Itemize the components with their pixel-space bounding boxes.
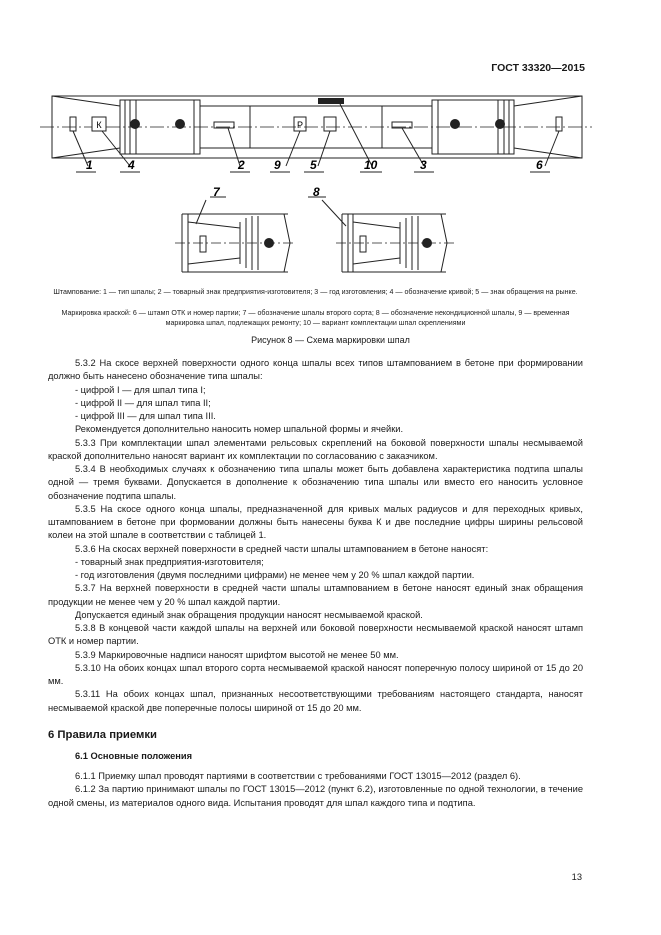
- paragraph: Рекомендуется дополнительно наносить номер шпальной формы и ячейки.: [75, 424, 404, 435]
- clause-6-1-text: [48, 770, 583, 810]
- document-header: ГОСТ 33320—2015: [491, 62, 585, 74]
- list-item: - цифрой I — для шпал типа I;: [75, 384, 206, 395]
- list-item: - цифрой II — для шпал типа II;: [75, 397, 211, 408]
- clause-5-3-text: [48, 357, 583, 715]
- mark-k: К: [96, 120, 102, 130]
- paragraph: 5.3.2 На скосе верхней поверхности одного конца шпалы всех типов штампованием в бетоне при формировании должно быть нанесено обозначение типа шпалы:: [48, 358, 583, 382]
- paragraph: 5.3.8 В концевой части каждой шпалы на верхней или боковой поверхности несмываемой краской наносят штамп ОТК и номер партии.: [48, 623, 583, 647]
- paragraph: 5.3.10 На обоих концах шпал второго сорта несмываемой краской наносят поперечную полосу шириной от 15 до 20 мм.: [48, 662, 583, 686]
- sleeper-end-second-grade: [175, 197, 296, 272]
- paragraph: 5.3.3 При комплектации шпал элементами рельсовых скреплений на боковой поверхности шпалы несмываемой краской дополнительно наносят вариант их комплектации по согласованию с заказчиком.: [48, 437, 583, 461]
- paragraph: 5.3.11 На обоих концах шпал, признанных несоответствующими требованиям настоящего стандарта, наносят несмываемой краской две поперечные полосы шириной от 15 до 20 мм.: [48, 689, 583, 713]
- mark-p: Р: [296, 120, 304, 130]
- label-5: 5: [310, 158, 317, 172]
- list-item: - товарный знак предприятия-изготовителя;: [75, 556, 264, 567]
- figure-caption: Рисунок 8 — Схема маркировки шпал: [251, 335, 410, 345]
- label-6: 6: [536, 158, 543, 172]
- section-title: 6 Правила приемки: [48, 729, 157, 741]
- label-7: 7: [213, 185, 220, 199]
- label-4: 4: [128, 158, 135, 172]
- paragraph: 5.3.9 Маркировочные надписи наносят шрифтом высотой не менее 50 мм.: [75, 649, 399, 660]
- sleeper-marking-diagram: [0, 0, 661, 300]
- paragraph: 6.1.2 За партию принимают шпалы по ГОСТ 13015—2012 (пункт 6.2), изготовленные по одной технологии, в течение одной смены, из материалов одного вида. Испытания проводят для шпал каждого типа и подтипа.: [48, 784, 583, 808]
- subsection-title: 6.1 Основные положения: [75, 751, 193, 761]
- label-1: 1: [86, 158, 93, 172]
- list-item: - цифрой III — для шпал типа III.: [75, 411, 216, 421]
- paragraph: 5.3.4 В необходимых случаях к обозначению типа шпалы может быть добавлена характеристика подтипа шпалы одной — тремя буквами. Допускается в дополнение к обозначению типа шпалы или вместо его наносить условное обозначение подтипа шпалы.: [48, 464, 583, 501]
- marking-band: [318, 98, 344, 104]
- page-number: 13: [571, 872, 582, 882]
- label-10: 10: [364, 158, 378, 172]
- paragraph: 6.1.1 Приемку шпал проводят партиями в соответствии с требованиями ГОСТ 13015—2012 (раздел 6).: [75, 771, 521, 781]
- paragraph: 5.3.7 На верхней поверхности в средней части шпалы штампованием в бетоне наносят единый знак обращения продукции не менее чем у 20 % шпал каждой партии.: [48, 583, 583, 607]
- paragraph: 5.3.5 На скосе одного конца шпалы, предназначенной для кривых малых радиусов и для переходных кривых, штампованием в бетоне при формовании должны быть нанесены буква К и две последние цифры ширины рельсовой колеи на этой шпале в соответствии с таблицей 1.: [48, 503, 583, 541]
- label-9: 9: [274, 158, 281, 172]
- sleeper-end-nonconforming: [308, 197, 454, 272]
- label-8: 8: [313, 185, 320, 199]
- label-2: 2: [238, 158, 245, 172]
- list-item: - год изготовления (двумя последними цифрами) не менее чем у 20 % шпал каждой партии.: [75, 570, 475, 580]
- figure-legend-paint: Маркировка краской: 6 — штамп ОТК и номер партии; 7 — обозначение шпалы второго сорта; 8 — обозначение некондиционной шпалы, 9 — временная маркировка шпал, подлежащих ремонту; 10 — вариант комплектации шпал скреплениями: [61, 309, 570, 327]
- label-3: 3: [420, 158, 427, 172]
- paragraph: 5.3.6 На скосах верхней поверхности в средней части шпалы штампованием в бетоне наносят:: [75, 543, 489, 554]
- paragraph: Допускается единый знак обращения продукции наносят несмываемой краской.: [75, 609, 423, 620]
- figure-legend-stamping: Штампование: 1 — тип шпалы; 2 — товарный знак предприятия-изготовителя; 3 — год изготовления; 4 — обозначение кривой; 5 — знак обращения на рынке.: [53, 288, 578, 296]
